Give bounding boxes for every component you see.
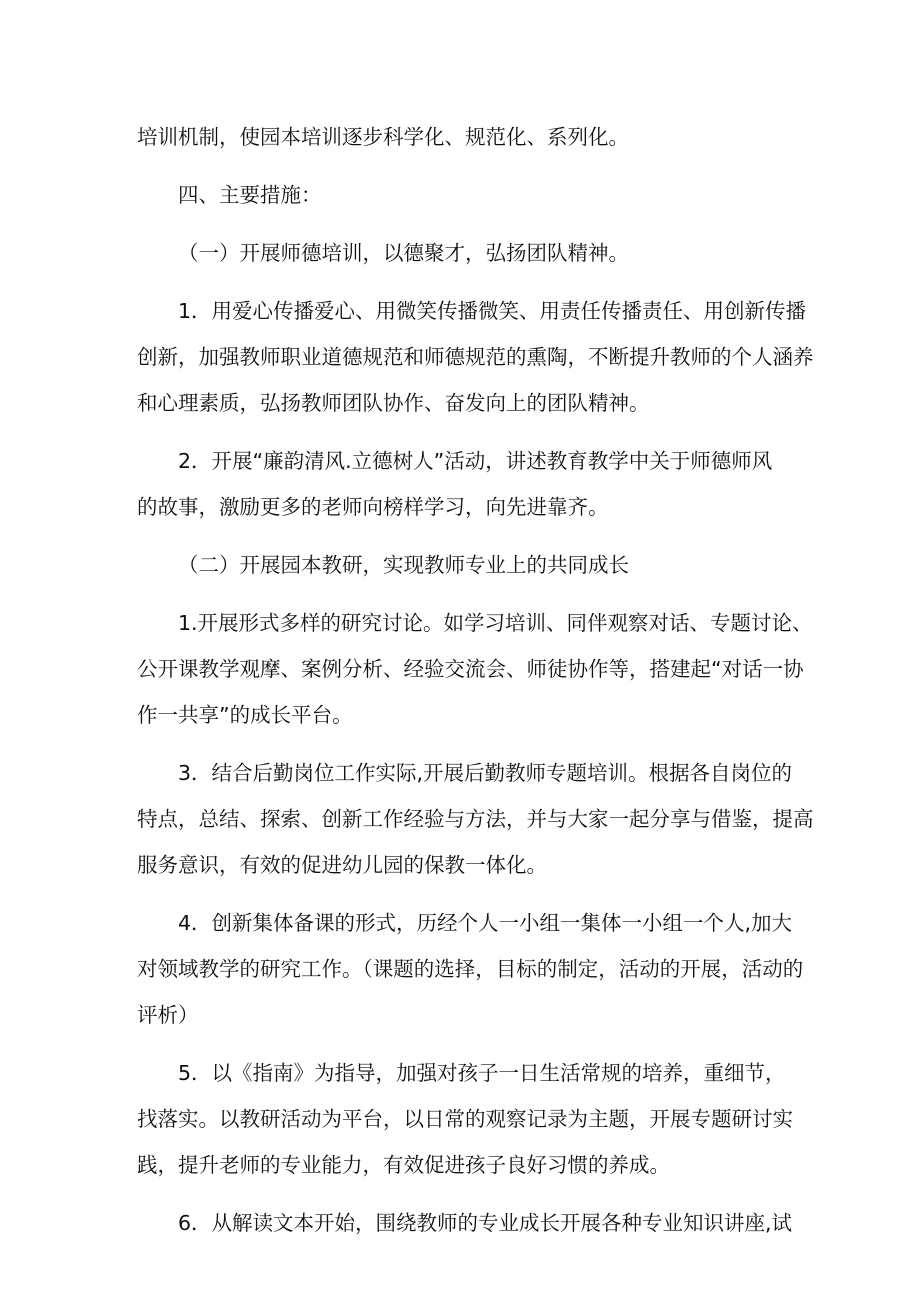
text-line: 6．从解读文本开始，围绕教师的专业成长开展各种专业知识讲座,试 (178, 1211, 793, 1235)
text-line: 评析） (137, 1003, 199, 1027)
text-line: 对领域教学的研究工作。（课题的选择，目标的制定，活动的开展，活动的 (137, 957, 804, 981)
section-heading-main-measures (137, 172, 813, 218)
text-line: 1.开展形式多样的研究讨论。如学习培训、同伴观察对话、专题讨论、 (178, 611, 813, 635)
paragraph-item-5-guide (137, 1050, 813, 1188)
text-line: 2．开展“廉韵清风.立德树人”活动，讲述教育教学中关于师德师风 (178, 449, 773, 473)
text-line: 四、主要措施： (178, 183, 322, 207)
text-line: 创新，加强教师职业道德规范和师德规范的熏陶，不断提升教师的个人涵养 (137, 345, 814, 369)
text-line: 作一共享”的成长平台。 (137, 703, 353, 727)
text-line: 的故事，激励更多的老师向榜样学习，向先进靠齐。 (137, 495, 609, 519)
subheading-ethics-training (137, 230, 813, 276)
paragraph-item-4-lesson-prep (137, 900, 813, 1038)
text-line: （二）开展园本教研，实现教师专业上的共同成长 (178, 553, 629, 577)
text-line: 和心理素质，弘扬教师团队协作、奋发向上的团队精神。 (137, 391, 650, 415)
text-line: 培训机制，使园本培训逐步科学化、规范化、系列化。 (137, 125, 629, 149)
text-line: 服务意识，有效的促进幼儿园的保教一体化。 (137, 853, 547, 877)
text-line: 1．用爱心传播爱心、用微笑传播微笑、用责任传播责任、用创新传播 (178, 299, 807, 323)
paragraph-item-1-love (137, 288, 813, 426)
text-line: （一）开展师德培训，以德聚才，弘扬团队精神。 (178, 241, 629, 265)
text-line: 找落实。以教研活动为平台，以日常的观察记录为主题，开展专题研讨实 (137, 1107, 793, 1131)
subheading-garden-research (137, 542, 813, 588)
text-line: 3．结合后勤岗位工作实际,开展后勤教师专题培训。根据各自岗位的 (178, 761, 793, 785)
text-line: 特点，总结、探索、创新工作经验与方法，并与大家一起分享与借鉴，提高 (137, 807, 814, 831)
paragraph-training-mechanism (137, 114, 813, 160)
text-line: 5．以《指南》为指导，加强对孩子一日生活常规的培养，重细节， (178, 1061, 786, 1085)
text-line: 践，提升老师的专业能力，有效促进孩子良好习惯的养成。 (137, 1153, 670, 1177)
paragraph-item-6-reading (137, 1200, 813, 1246)
paragraph-item-1-discussion (137, 600, 813, 738)
paragraph-item-3-logistics (137, 750, 813, 888)
text-line: 4．创新集体备课的形式，历经个人一小组一集体一小组一个人,加大 (178, 911, 793, 935)
paragraph-item-2-activity (137, 438, 813, 530)
text-line: 公开课教学观摩、案例分析、经验交流会、师徒协作等，搭建起“对话一协 (137, 657, 804, 681)
document-body (137, 114, 813, 1258)
